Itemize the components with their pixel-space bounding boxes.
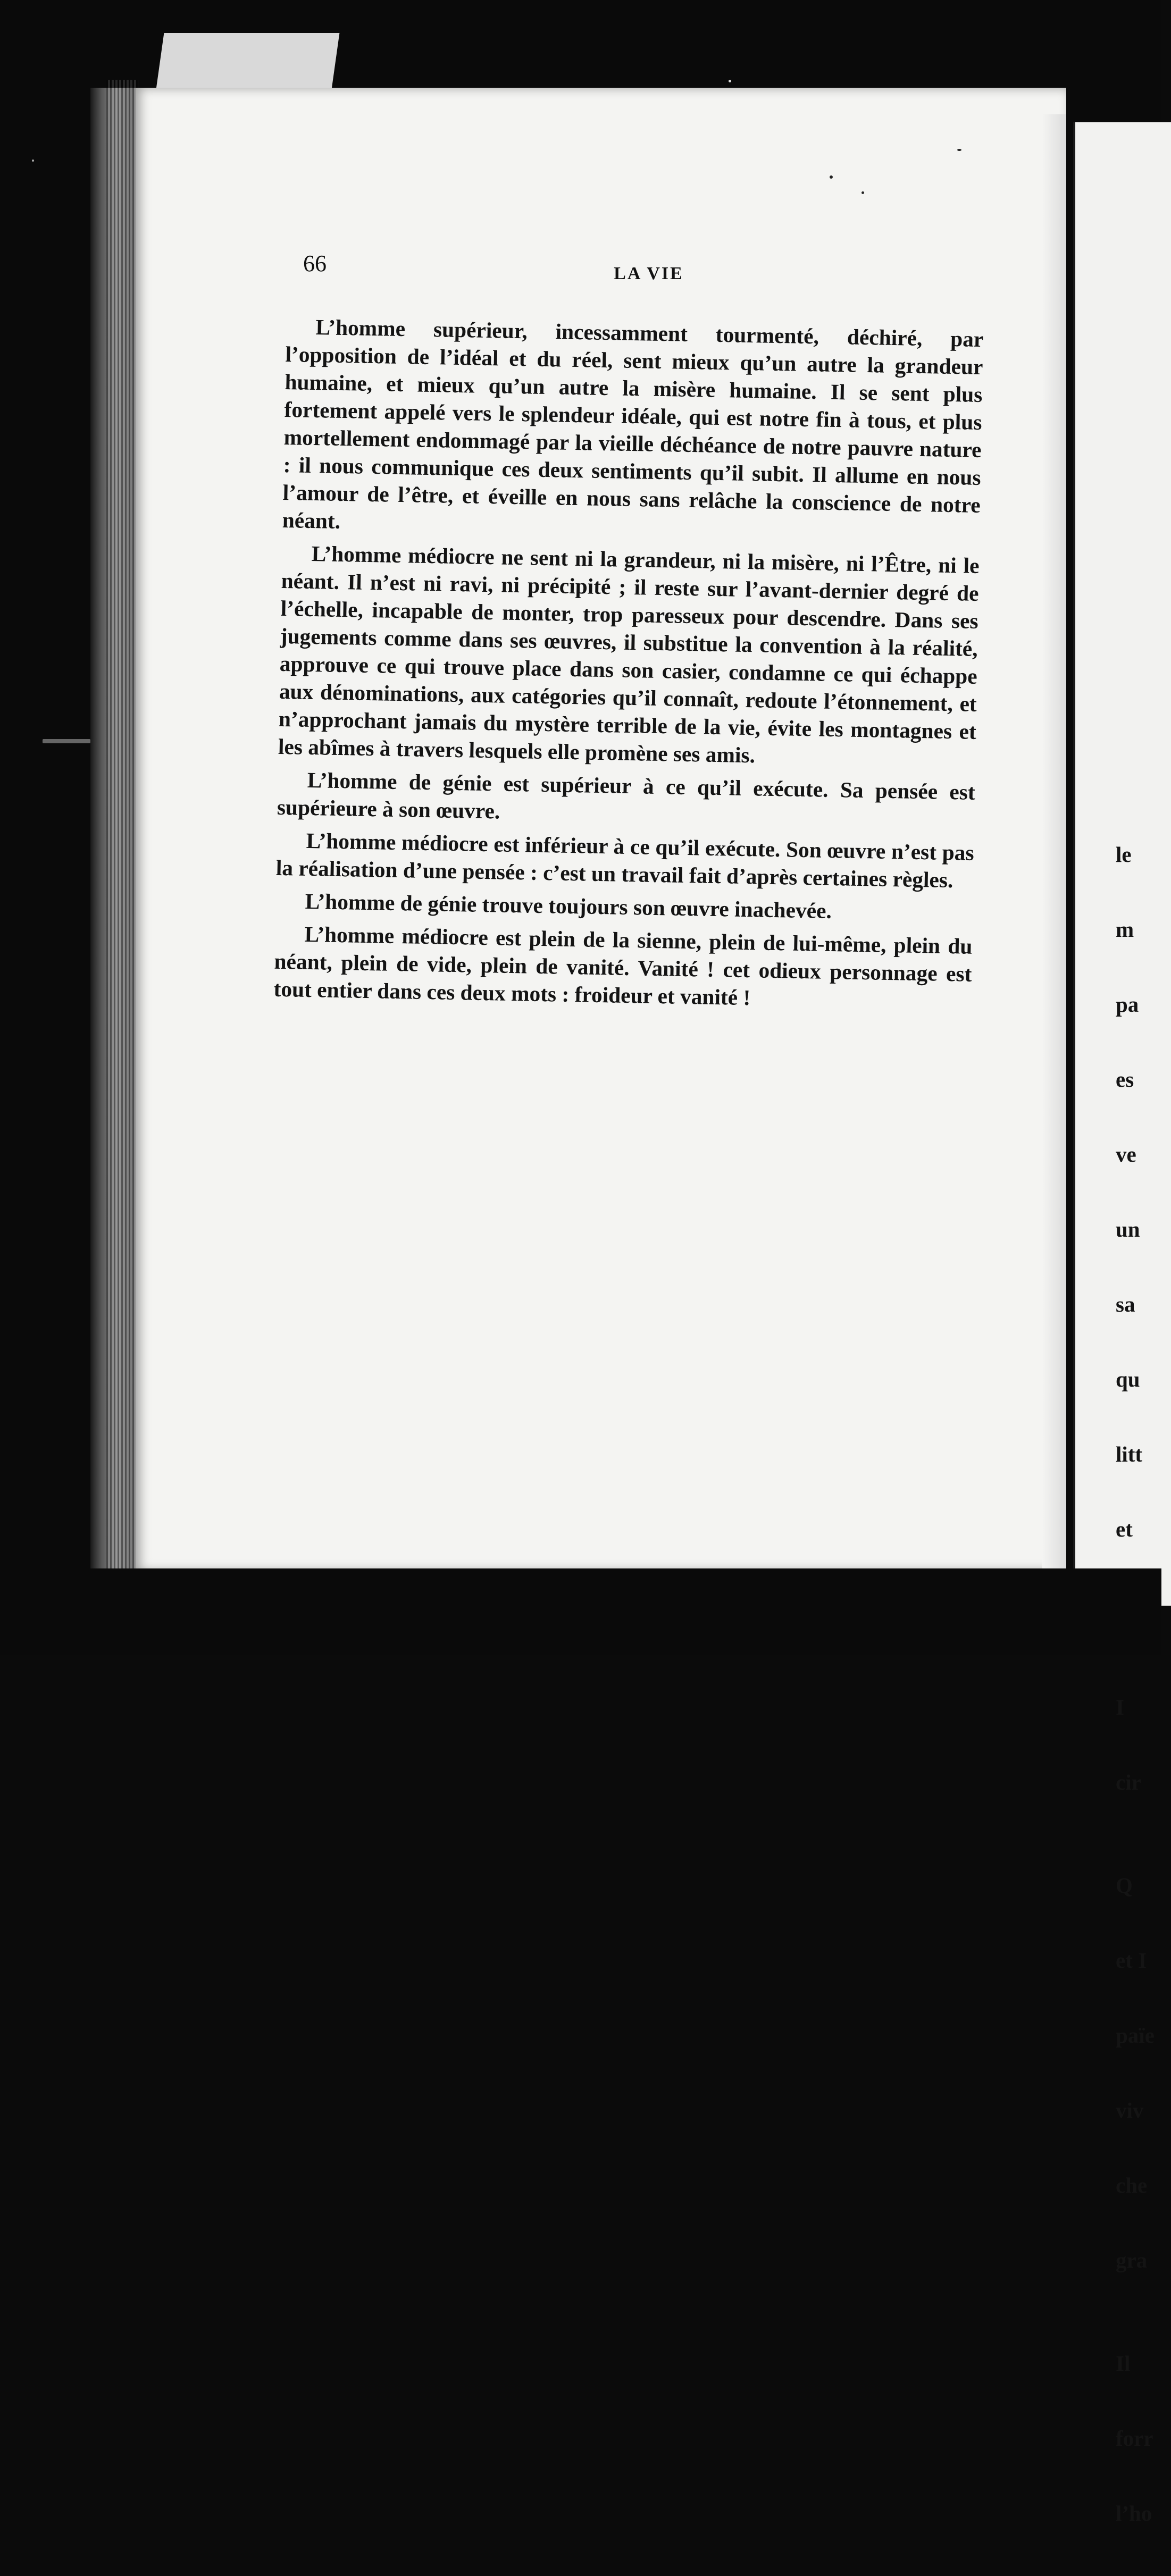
fragment-line: che bbox=[1116, 2173, 1148, 2197]
dust-speck bbox=[32, 160, 34, 162]
fragment-line: qu bbox=[1116, 1367, 1140, 1391]
fragment-line: gra bbox=[1116, 2248, 1148, 2272]
scan-bottom-border bbox=[0, 1568, 1161, 1655]
running-title: LA VIE bbox=[614, 264, 684, 283]
fragment-line: l’ho bbox=[1116, 2501, 1152, 2525]
fragment-line: et bbox=[1116, 1517, 1133, 1541]
dust-speck bbox=[861, 191, 864, 194]
body-text bbox=[273, 313, 984, 1016]
page-stack-edge bbox=[106, 80, 138, 1568]
fragment-line: I bbox=[1116, 1695, 1124, 1719]
dust-speck bbox=[729, 80, 731, 82]
paragraph-4: L’homme médiocre est inférieur à ce qu’il exécute. Son œuvre n’est pas la réalisation d’une pensée : c’est un travail fait d’après certaines règles. bbox=[275, 828, 975, 893]
paragraph-6: L’homme médiocre est plein de la sienne, plein de lui-même, plein du néant, plein de vide, plein de vanité. Vanité ! cet odieux personnage est tout entier dans ces deux mots : froideur et vanité ! bbox=[273, 921, 973, 1010]
fragment-line: cir bbox=[1116, 1770, 1141, 1794]
page-header bbox=[303, 250, 1000, 282]
fragment-line: païe bbox=[1116, 2023, 1155, 2048]
torn-paper-fragment bbox=[155, 33, 340, 97]
fragment-line: es bbox=[1116, 1067, 1134, 1092]
paragraph-1: L’homme supérieur, incessamment tourmenté, déchiré, par l’opposition de l’idéal et du réel, sent mieux qu’un autre la grandeur humaine, et mieux qu’un autre la misère humaine. Il se sent plus fortement appelé vers le splendeur idéale, qui est notre fin à tous, et plus mortellement endommagé par la vieille déchéance de notre pauvre nature : il nous communique ces deux sentiments qu’il subit. Il allume en nous l’amour de l’être, et éveille en nous sans relâche la conscience de notre néant. bbox=[282, 315, 984, 533]
fragment-line: le bbox=[1116, 842, 1132, 867]
dust-speck bbox=[830, 175, 833, 179]
dust-speck bbox=[957, 149, 961, 151]
fragment-line: ve bbox=[1116, 1142, 1136, 1167]
fragment-line: Q bbox=[1116, 1873, 1133, 1898]
facing-page-text-fragments bbox=[1116, 792, 1164, 2576]
fragment-line: pa bbox=[1116, 992, 1139, 1017]
fragment-line: et I bbox=[1116, 1948, 1147, 1973]
fragment-line: viv bbox=[1116, 2098, 1144, 2122]
fragment-line: m bbox=[1116, 917, 1134, 942]
fragment-line: litt bbox=[1116, 1442, 1143, 1466]
page-number: 66 bbox=[303, 250, 327, 276]
paragraph-2: L’homme médiocre ne sent ni la grandeur, ni la misère, ni l’Être, ni le néant. Il n’est ni ravi, ni précipité ; il reste sur l’avant-dernier degré de l’échelle, incapable de monter, trop paresseux pour descendre. Dans ses jugements comme dans ses œuvres, il substitue la convention à la réalité, approuve ce qui trouve place dans son casier, condamne ce qui échappe aux dénominations, aux catégories qu’il connaît, redoute l’étonnement, et n’approchant jamais du mystère terrible de la vie, évite les montagnes et les abîmes à travers lesquels elle promène ses amis. bbox=[278, 541, 980, 768]
paragraph-3: L’homme de génie est supérieur à ce qu’il exécute. Sa pensée est supérieure à son œuvre. bbox=[277, 767, 976, 824]
left-page-gutter bbox=[1042, 114, 1066, 1571]
dust-speck bbox=[43, 739, 90, 743]
fragment-line: forr bbox=[1116, 2426, 1153, 2451]
fragment-line: un bbox=[1116, 1217, 1140, 1241]
fragment-line: sa bbox=[1116, 1292, 1135, 1316]
paragraph-5: L’homme de génie trouve toujours son œuvre inachevée. bbox=[305, 888, 832, 923]
fragment-line: Il bbox=[1116, 2351, 1131, 2376]
